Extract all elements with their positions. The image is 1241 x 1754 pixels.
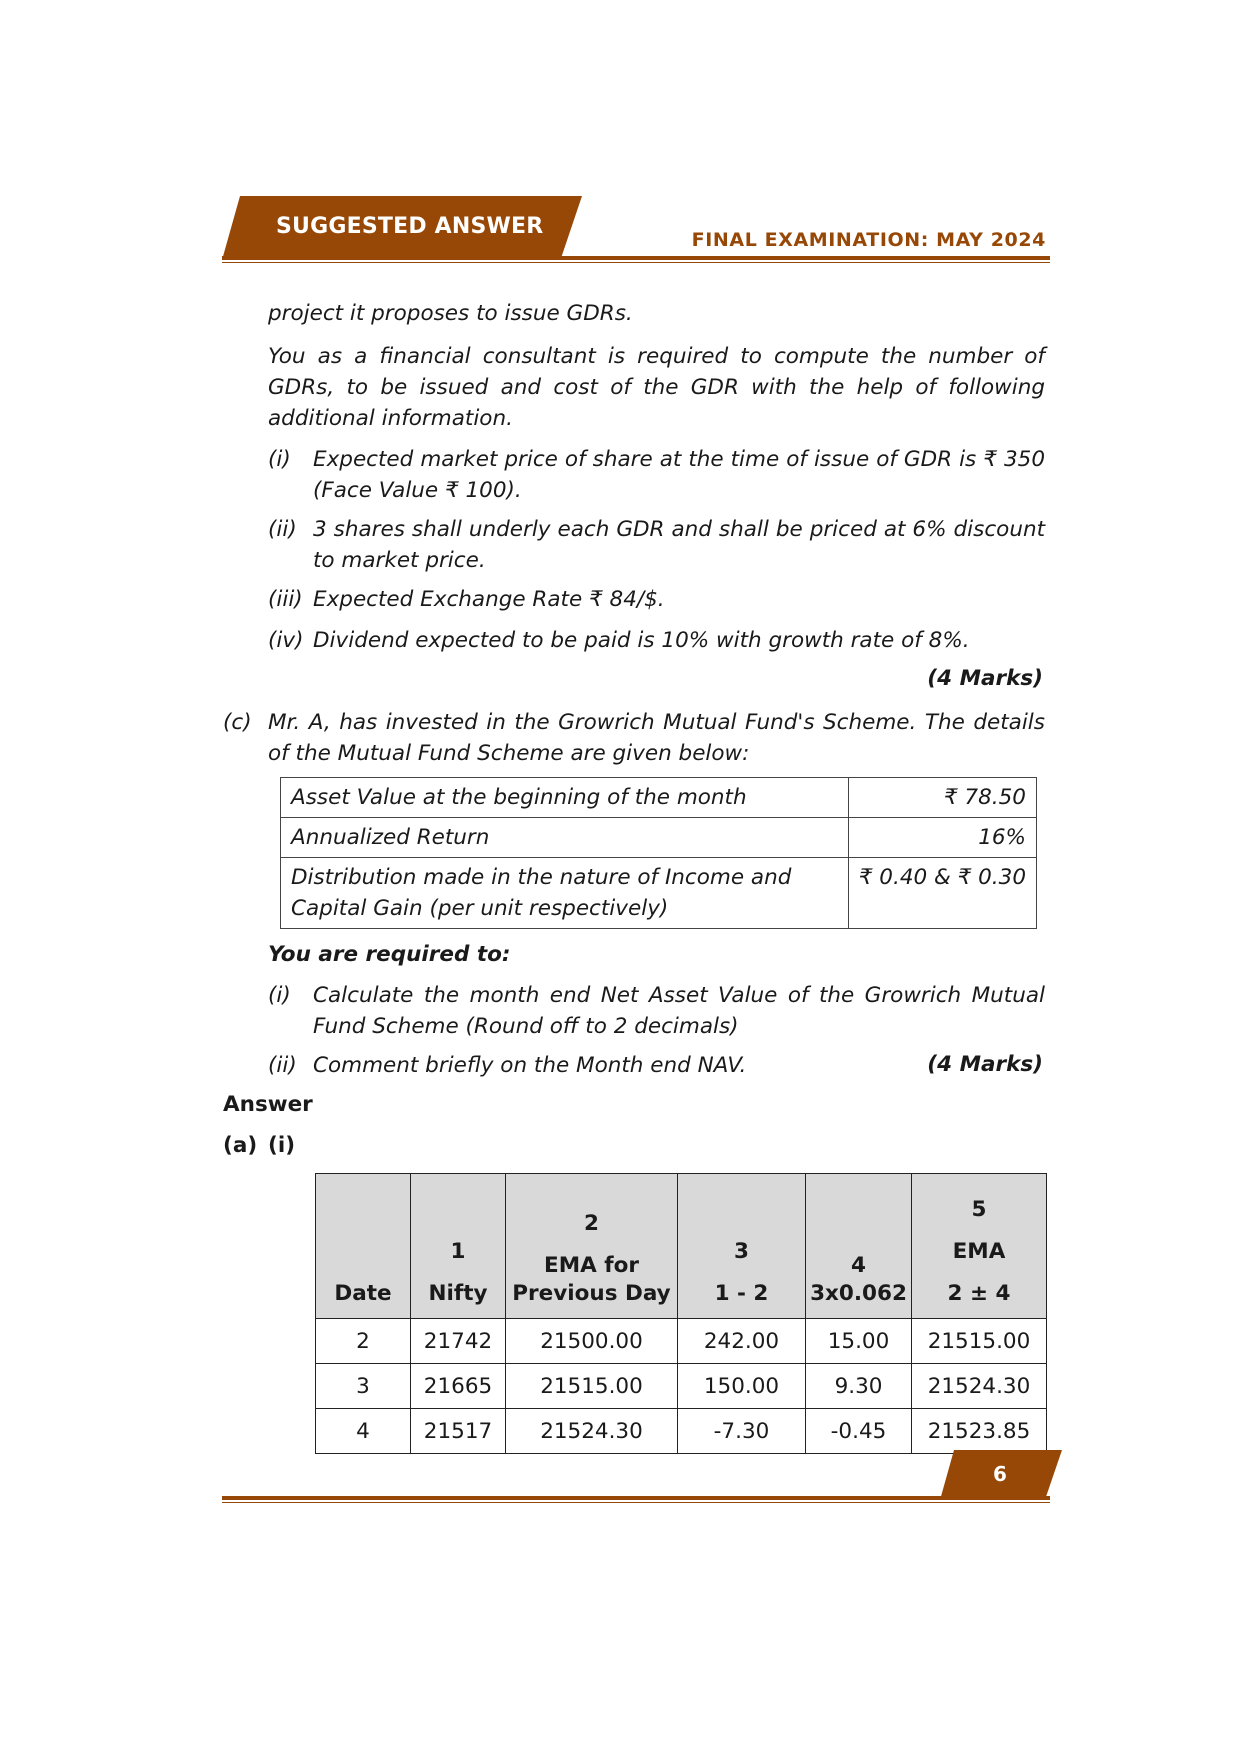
cell-date: 3 (316, 1364, 411, 1409)
gdr-item-label: (iv) (268, 628, 304, 653)
cell-diff: 150.00 (678, 1364, 806, 1409)
answer-label-i: (i) (268, 1133, 296, 1158)
header-tab-label: SUGGESTED ANSWER (276, 214, 544, 239)
cell-nifty: 21665 (411, 1364, 506, 1409)
cell-mult: -0.45 (806, 1409, 912, 1454)
cell-ema: 21515.00 (912, 1319, 1047, 1364)
gdr-item-text: 3 shares shall underly each GDR and shall be priced at 6% discount to market price. (313, 517, 1045, 573)
required-item-text: Comment briefly on the Month end NAV. (313, 1053, 747, 1078)
fund-item: Annualized Return (281, 818, 849, 858)
marks-c: (4 Marks) (927, 1052, 1043, 1077)
fund-item: Distribution made in the nature of Income and Capital Gain (per unit respectively) (281, 858, 849, 929)
col-header-ema-prev: 2 EMA for Previous Day (506, 1174, 678, 1319)
cell-nifty: 21517 (411, 1409, 506, 1454)
header-rule-thin (222, 262, 1050, 263)
cell-diff: -7.30 (678, 1409, 806, 1454)
part-c-text: Mr. A, has invested in the Growrich Mutual Fund's Scheme. The details of the Mutual Fund Scheme are given below: (268, 710, 1045, 766)
required-item-label: (i) (268, 983, 291, 1008)
fund-details-table (280, 777, 1037, 929)
exam-title: FINAL EXAMINATION: MAY 2024 (691, 229, 1046, 251)
table-row (281, 818, 1037, 858)
part-c-label: (c) (223, 710, 252, 735)
intro-paragraph: You as a financial consultant is required to compute the number of GDRs, to be issued and cost of the GDR with the help of following additional information. (268, 344, 1045, 431)
cell-mult: 15.00 (806, 1319, 912, 1364)
cell-ema: 21524.30 (912, 1364, 1047, 1409)
fund-value: 16% (848, 818, 1036, 858)
marks-b: (4 Marks) (927, 666, 1043, 691)
col-header-diff: 3 1 - 2 (678, 1174, 806, 1319)
header-rule (222, 256, 1050, 260)
answer-heading: Answer (223, 1092, 313, 1117)
gdr-item-label: (iii) (268, 587, 303, 612)
cell-diff: 242.00 (678, 1319, 806, 1364)
required-heading: You are required to: (268, 942, 511, 967)
page-number: 6 (993, 1462, 1007, 1486)
required-item-label: (ii) (268, 1053, 297, 1078)
cell-nifty: 21742 (411, 1319, 506, 1364)
gdr-item-text: Expected market price of share at the time of issue of GDR is ₹ 350 (Face Value ₹ 100). (313, 447, 1045, 503)
intro-line: project it proposes to issue GDRs. (268, 301, 633, 326)
col-header-nifty: 1 Nifty (411, 1174, 506, 1319)
gdr-item-label: (ii) (268, 517, 297, 542)
col-header-mult: 4 3x0.062 (806, 1174, 912, 1319)
cell-ema-prev: 21515.00 (506, 1364, 678, 1409)
cell-ema-prev: 21524.30 (506, 1409, 678, 1454)
table-row (316, 1364, 1047, 1409)
col-header-date: Date (316, 1174, 411, 1319)
gdr-item-text: Expected Exchange Rate ₹ 84/$. (313, 587, 665, 612)
table-row (281, 778, 1037, 818)
fund-value: ₹ 78.50 (848, 778, 1036, 818)
cell-date: 2 (316, 1319, 411, 1364)
table-row (316, 1409, 1047, 1454)
table-row (281, 858, 1037, 929)
table-header-row (316, 1174, 1047, 1319)
cell-date: 4 (316, 1409, 411, 1454)
table-row (316, 1319, 1047, 1364)
answer-label-a: (a) (223, 1133, 258, 1158)
cell-ema-prev: 21500.00 (506, 1319, 678, 1364)
col-header-ema: 5 EMA 2 ± 4 (912, 1174, 1047, 1319)
footer-rule-thin (222, 1502, 1050, 1503)
fund-item: Asset Value at the beginning of the month (281, 778, 849, 818)
required-item-text: Calculate the month end Net Asset Value of the Growrich Mutual Fund Scheme (Round off to 2 decimals) (313, 983, 1045, 1039)
gdr-item-text: Dividend expected to be paid is 10% with growth rate of 8%. (313, 628, 970, 653)
ema-table (315, 1173, 1047, 1454)
gdr-item-label: (i) (268, 447, 291, 472)
cell-ema: 21523.85 (912, 1409, 1047, 1454)
fund-value: ₹ 0.40 & ₹ 0.30 (848, 858, 1036, 929)
footer-rule (222, 1496, 1050, 1500)
cell-mult: 9.30 (806, 1364, 912, 1409)
